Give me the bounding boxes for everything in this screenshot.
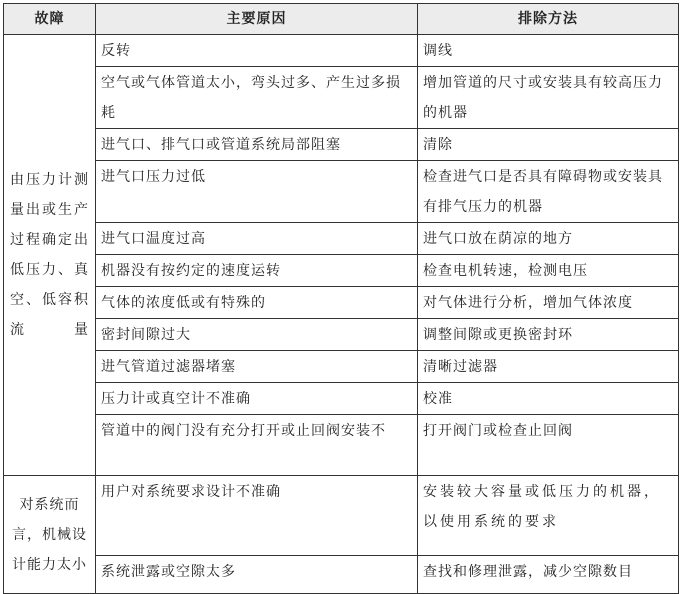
cause-cell: 管道中的阀门没有充分打开或止回阀安装不	[96, 415, 418, 476]
cause-cell: 进气管道过滤器堵塞	[96, 351, 418, 383]
troubleshooting-table	[3, 3, 679, 594]
header-row	[4, 4, 679, 35]
cause-cell: 压力计或真空计不准确	[96, 383, 418, 415]
remedy-cell: 检查进气口是否具有障碍物或安装具有排气压力的机器	[418, 161, 679, 223]
cause-cell: 气体的浓度低或有特殊的	[96, 287, 418, 319]
cause-cell: 系统泄露或空隙太多	[96, 556, 418, 594]
table-row	[4, 383, 679, 415]
table-row	[4, 415, 679, 476]
remedy-cell: 检查电机转速，检测电压	[418, 255, 679, 287]
table-row	[4, 476, 679, 556]
table-row	[4, 556, 679, 594]
cause-cell: 进气口、排气口或管道系统局部阻塞	[96, 129, 418, 161]
cause-cell: 用户对系统要求设计不准确	[96, 476, 418, 556]
table-row	[4, 319, 679, 351]
remedy-cell: 对气体进行分析，增加气体浓度	[418, 287, 679, 319]
table-row	[4, 161, 679, 223]
remedy-cell: 调线	[418, 35, 679, 67]
table-row	[4, 351, 679, 383]
table-row	[4, 67, 679, 129]
cause-cell: 机器没有按约定的速度运转	[96, 255, 418, 287]
header-remedy: 排除方法	[418, 4, 679, 35]
remedy-cell: 安装较大容量或低压力的机器，以使用系统的要求	[418, 476, 679, 556]
table-row	[4, 255, 679, 287]
header-fault: 故障	[4, 4, 96, 35]
cause-cell: 空气或气体管道太小，弯头过多、产生过多损耗	[96, 67, 418, 129]
fault-cell-low-pressure: 由压力计测量出或生产过程确定出低压力、真空、低容积流量	[4, 35, 96, 476]
remedy-cell: 增加管道的尺寸或安装具有较高压力的机器	[418, 67, 679, 129]
remedy-cell: 清除	[418, 129, 679, 161]
fault-cell-capacity: 对系统而言，机械设计能力太小	[4, 476, 96, 594]
remedy-cell: 查找和修理泄露，减少空隙数目	[418, 556, 679, 594]
header-cause: 主要原因	[96, 4, 418, 35]
remedy-cell: 打开阀门或检查止回阀	[418, 415, 679, 476]
table-row	[4, 223, 679, 255]
cause-cell: 进气口压力过低	[96, 161, 418, 223]
cause-cell: 反转	[96, 35, 418, 67]
remedy-cell: 进气口放在荫凉的地方	[418, 223, 679, 255]
table-row	[4, 129, 679, 161]
table-row	[4, 287, 679, 319]
table-row	[4, 35, 679, 67]
remedy-cell: 调整间隙或更换密封环	[418, 319, 679, 351]
remedy-cell: 清晰过滤器	[418, 351, 679, 383]
remedy-cell: 校准	[418, 383, 679, 415]
cause-cell: 进气口温度过高	[96, 223, 418, 255]
cause-cell: 密封间隙过大	[96, 319, 418, 351]
